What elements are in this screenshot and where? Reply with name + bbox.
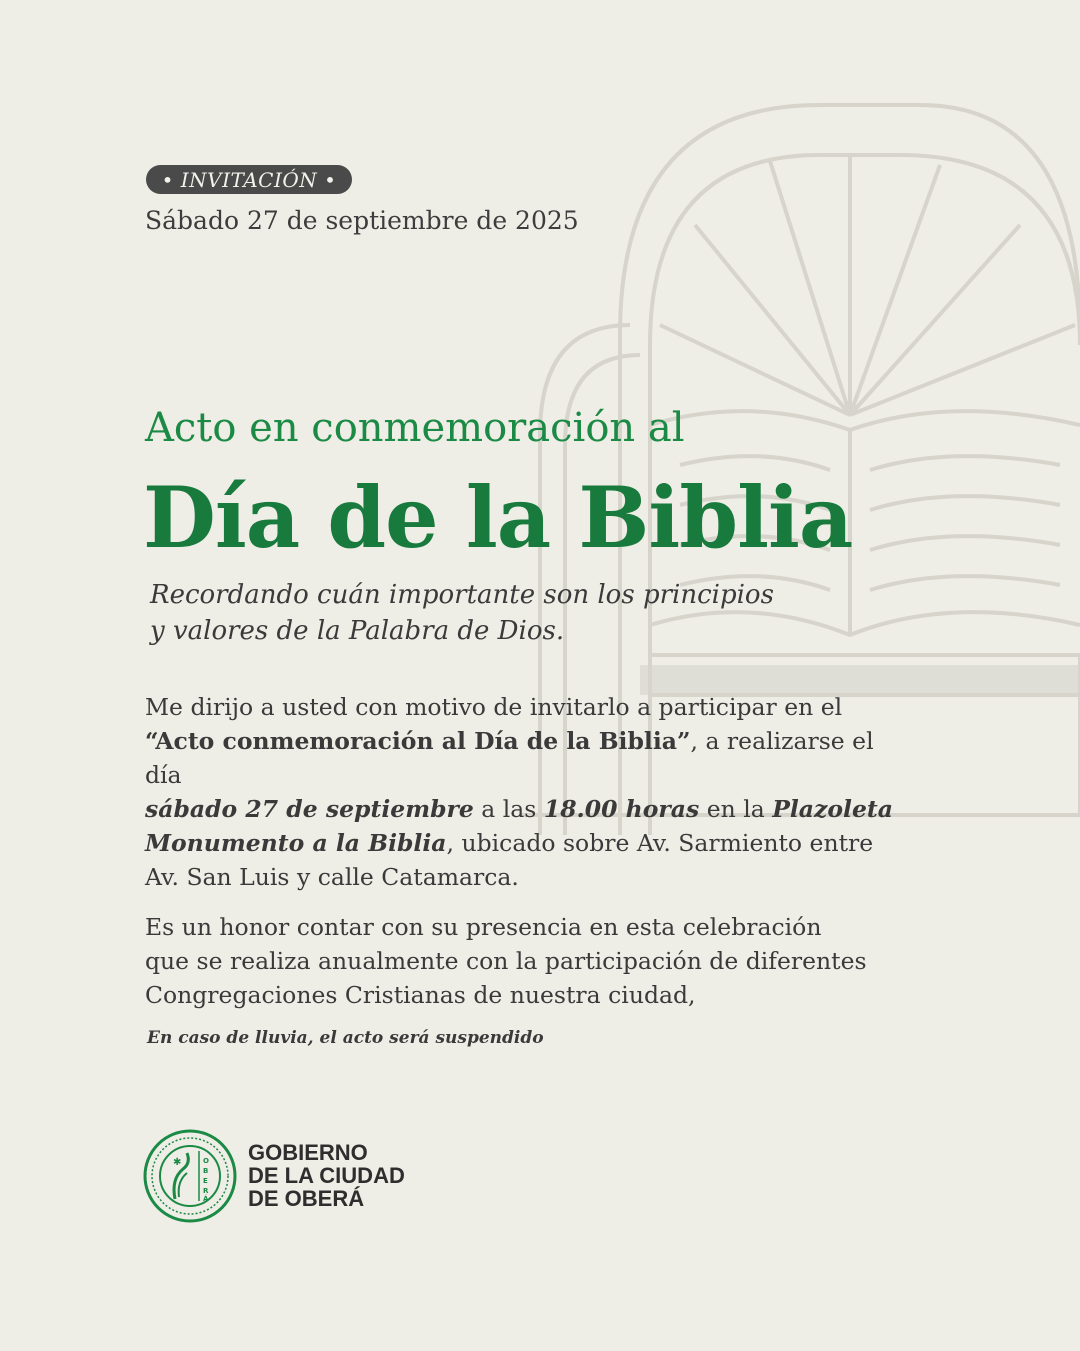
logo-line: GOBIERNO xyxy=(248,1140,368,1165)
body-text: en la xyxy=(699,795,773,823)
body-line: Av. San Luis y calle Catamarca. xyxy=(145,863,519,891)
body-line: que se realiza anualmente con la participación de diferentes xyxy=(145,947,867,975)
event-name: “Acto conmemoración al Día de la Biblia” xyxy=(145,727,691,755)
svg-text:Á: Á xyxy=(203,1195,209,1203)
body-line: Congregaciones Cristianas de nuestra ciudad, xyxy=(145,981,696,1009)
svg-text:✱: ✱ xyxy=(173,1157,182,1168)
tagline xyxy=(150,577,774,649)
svg-text:O: O xyxy=(203,1157,209,1165)
body-line: Es un honor contar con su presencia en esta celebración xyxy=(145,913,822,941)
page-title: Día de la Biblia xyxy=(143,468,853,567)
event-date: Sábado 27 de septiembre de 2025 xyxy=(145,206,579,235)
body-text: , a realizarse el día xyxy=(145,727,874,789)
page-subtitle: Acto en conmemoración al xyxy=(145,405,685,451)
logo-line: DE OBERÁ xyxy=(248,1186,365,1211)
rain-note: En caso de lluvia, el acto será suspendido xyxy=(147,1028,544,1048)
invitation-badge: • INVITACIÓN • xyxy=(146,165,352,194)
paragraph-honor xyxy=(145,910,905,1012)
paragraph-invitation xyxy=(145,690,905,894)
body-text: a las xyxy=(473,795,544,823)
svg-text:R: R xyxy=(203,1187,209,1195)
tagline-line: y valores de la Palabra de Dios. xyxy=(150,616,565,646)
tagline-line: Recordando cuán importante son los principios xyxy=(150,580,774,610)
city-government-logo-text xyxy=(248,1141,405,1210)
body-line: Me dirijo a usted con motivo de invitarlo a participar en el xyxy=(145,693,843,721)
event-place-cont: Monumento a la Biblia xyxy=(145,829,447,857)
svg-text:B: B xyxy=(203,1167,209,1175)
city-seal-icon xyxy=(143,1129,237,1223)
body-text: , ubicado sobre Av. Sarmiento entre xyxy=(446,829,874,857)
event-time: 18.00 horas xyxy=(543,795,700,823)
event-place: Plazoleta xyxy=(772,795,894,823)
event-day: sábado 27 de septiembre xyxy=(145,795,474,823)
logo-line: DE LA CIUDAD xyxy=(248,1163,405,1188)
invitation-body xyxy=(145,690,905,1012)
svg-text:E: E xyxy=(203,1177,208,1185)
